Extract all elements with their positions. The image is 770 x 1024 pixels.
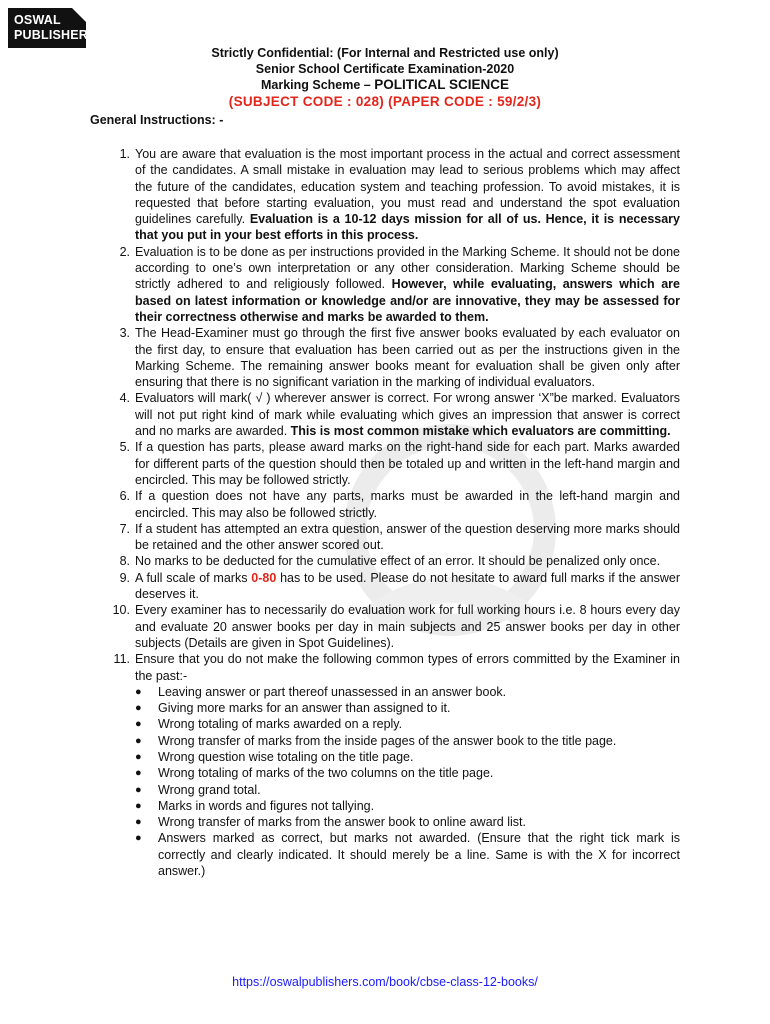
bullet-icon: ● [135, 816, 142, 829]
footer-link[interactable]: https://oswalpublishers.com/book/cbse-class-12-books/ [232, 975, 538, 989]
list-item [135, 765, 680, 781]
list-item [135, 798, 680, 814]
error-text: Wrong question wise totaling on the title page. [158, 749, 414, 764]
bullet-icon: ● [135, 718, 142, 731]
logo-corner-shape [72, 8, 86, 22]
item-text: Evaluators will mark( √ ) wherever answer is correct. For wrong answer ‘X”be marked. Evaluators will not put right kind of mark while evaluating which gives an impression that answer is correct and no marks are awarded. [135, 391, 680, 439]
item-number: 10. [112, 603, 130, 618]
item-bold-text: This is most common mistake which evaluators are committing. [290, 424, 671, 439]
item-number: 11. [113, 652, 130, 667]
item-number: 1. [119, 147, 130, 161]
instructions-list [108, 146, 680, 879]
error-text: Leaving answer or part thereof unassessed in an answer book. [158, 684, 507, 699]
item-number: 8. [119, 554, 130, 569]
item-number: 6. [119, 489, 130, 504]
item-text: If a question does not have any parts, marks must be awarded in the left-hand margin and encircled. This may also be followed strictly. [135, 489, 680, 520]
item-text: Evaluation is to be done as per instructions provided in the Marking Scheme. It should not be done according to one’s own interpretation or any other consideration. Marking Scheme should be strictly adhered to and religiously followed. [135, 244, 680, 292]
instruction-item [108, 244, 680, 325]
bullet-icon: ● [135, 799, 142, 812]
logo-line-2: PUBLISHERS [14, 28, 97, 42]
list-item [135, 814, 680, 830]
item-number: 9. [119, 570, 130, 585]
bullet-icon: ● [135, 702, 142, 715]
subject-paper-codes: (SUBJECT CODE : 028) (PAPER CODE : 59/2/3) [228, 94, 542, 109]
list-item [135, 684, 680, 700]
marking-scheme-prefix: Marking Scheme – [260, 78, 375, 92]
item-text: Ensure that you do not make the following common types of errors committed by the Examiner in the past:- [135, 652, 680, 683]
item-text: A full scale of marks [135, 570, 252, 585]
instruction-item [108, 439, 680, 488]
document-header [0, 45, 770, 110]
bullet-icon: ● [135, 750, 142, 763]
instruction-item [108, 651, 680, 879]
logo-line-1: OSWAL [14, 13, 61, 27]
bullet-icon: ● [135, 734, 142, 747]
error-text: Wrong grand total. [158, 782, 261, 797]
publisher-logo [8, 8, 97, 48]
item-number: 2. [119, 244, 130, 259]
item-bold-text: However, while evaluating, answers which are based on latest information or knowledge and/or are innovative, they may be assessed for their correctness otherwise and marks be awarded to them. [135, 277, 680, 324]
error-text: Wrong totaling of marks awarded on a reply. [158, 717, 403, 732]
list-item [135, 749, 680, 765]
instruction-item [108, 570, 680, 603]
item-text: No marks to be deducted for the cumulative effect of an error. It should be penalized only once. [135, 554, 661, 569]
instructions-body [108, 146, 680, 879]
item-text: If a student has attempted an extra question, answer of the question deserving more marks should be retained and the other answer scored out. [135, 521, 680, 553]
confidential-line: Strictly Confidential: (For Internal and Restricted use only) [211, 46, 559, 60]
item-number: 4. [119, 391, 130, 406]
error-text: Giving more marks for an answer than assigned to it. [158, 701, 451, 716]
marking-scheme-line [0, 77, 770, 93]
bullet-icon: ● [135, 685, 142, 698]
item-number: 3. [119, 326, 130, 341]
exam-line: Senior School Certificate Examination-2020 [255, 62, 515, 76]
instruction-item [108, 488, 680, 521]
item-number: 7. [119, 521, 130, 536]
instruction-item [108, 390, 680, 439]
general-instructions-heading: General Instructions: - [90, 113, 224, 127]
error-text: Marks in words and figures not tallying. [158, 798, 375, 813]
item-text: The Head-Examiner must go through the first five answer books evaluated by each evaluator on the first day, to ensure that evaluation has been carried out as per the instructions given in the Marking Scheme. The remaining answer books meant for evaluation shall be given only after ensuring that there is no significant variation in the marking of individual evaluators. [135, 326, 680, 390]
marks-range: 0-80 [251, 570, 277, 585]
item-bold-text: Evaluation is a 10-12 days mission for all of us. Hence, it is necessary that you put in your best efforts in this process. [135, 212, 680, 243]
bullet-icon: ● [135, 832, 142, 845]
error-text: Wrong totaling of marks of the two columns on the title page. [158, 766, 494, 781]
error-text: Answers marked as correct, but marks not awarded. (Ensure that the right tick mark is correctly and clearly indicated. It should merely be a line. Same is with the X for incorrect answer.) [158, 831, 680, 879]
list-item [135, 782, 680, 798]
error-text: Wrong transfer of marks from the inside pages of the answer book to the title page. [158, 733, 617, 748]
error-text: Wrong transfer of marks from the answer book to online award list. [158, 815, 526, 830]
item-text: If a question has parts, please award marks on the right-hand side for each part. Marks awarded for different parts of the question should then be totaled up and written in the left-hand margin and encircled. This may be followed strictly. [135, 440, 680, 487]
instruction-item [108, 553, 680, 569]
list-item [135, 733, 680, 749]
item-text-after: has to be used. Please do not hesitate to award full marks if the answer deserves it. [135, 570, 680, 602]
list-item [135, 716, 680, 732]
bullet-icon: ● [135, 783, 142, 796]
subject-title: POLITICAL SCIENCE [374, 77, 509, 92]
common-errors-list [135, 684, 680, 880]
item-text: Every examiner has to necessarily do evaluation work for full working hours i.e. 8 hours every day and evaluate 20 answer books per day in main subjects and 25 answer books per day in other subjects (Details are given in Spot Guidelines). [135, 603, 680, 650]
bullet-icon: ● [135, 767, 142, 780]
item-text: You are aware that evaluation is the most important process in the actual and correct assessment of the candidates. A small mistake in evaluation may lead to serious problems which may affect the future of the candidates, education system and teaching profession. To avoid mistakes, it is requested that before starting evaluation, you must read and understand the spot evaluation guidelines carefully. [135, 147, 680, 227]
instruction-item [108, 602, 680, 651]
item-number: 5. [119, 440, 130, 455]
instruction-item [108, 146, 680, 244]
instruction-item [108, 325, 680, 390]
list-item [135, 700, 680, 716]
instruction-item [108, 521, 680, 554]
list-item [135, 830, 680, 879]
